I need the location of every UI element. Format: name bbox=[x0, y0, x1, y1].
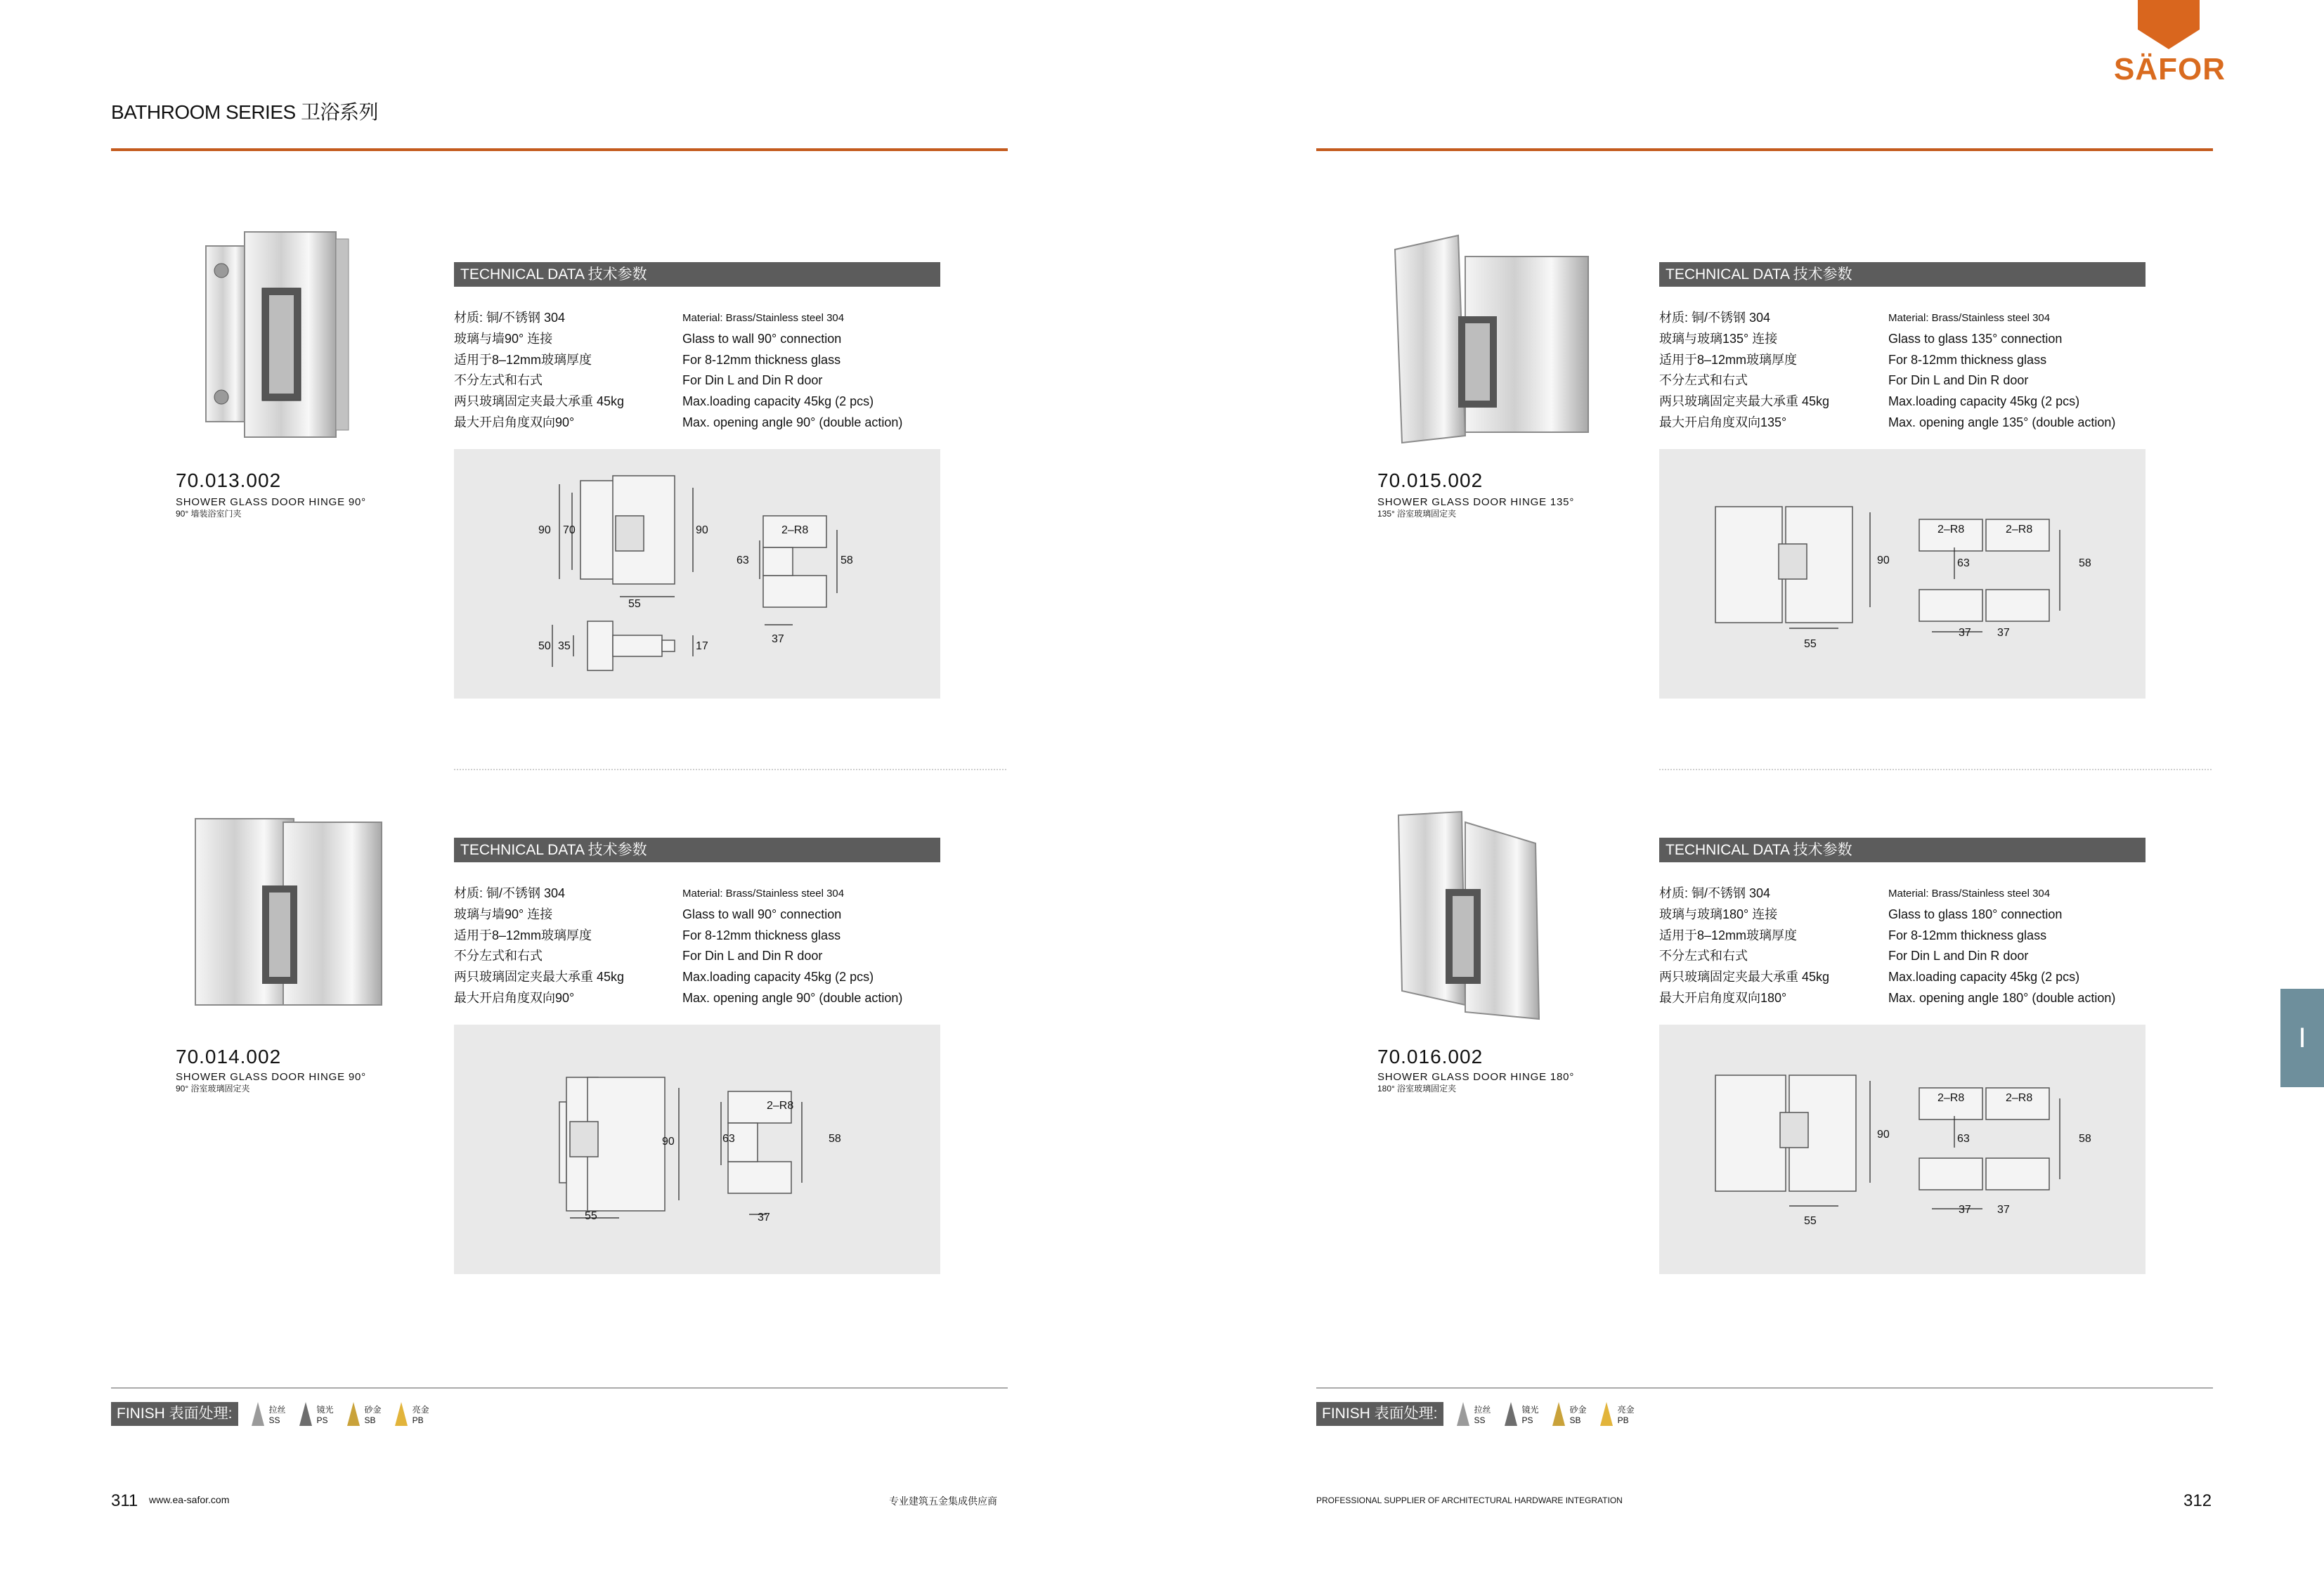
finish-cn: 砂金 bbox=[364, 1404, 382, 1415]
spec-cn-line: 玻璃与墙90° 连接 bbox=[454, 331, 553, 346]
spec-en bbox=[682, 883, 902, 1009]
spec-en bbox=[1888, 883, 2115, 1009]
spec-en-line: Max. opening angle 90° (double action) bbox=[682, 415, 903, 429]
dimension-label: 55 bbox=[628, 598, 641, 610]
finish-label: FINISH 表面处理: bbox=[1316, 1402, 1443, 1426]
spec-cn-line: 两只玻璃固定夹最大承重 45kg bbox=[1659, 970, 1830, 985]
dimension-label: 55 bbox=[585, 1210, 597, 1222]
dimension-label: 17 bbox=[696, 640, 708, 652]
dimension-label: 70 bbox=[563, 524, 576, 536]
finish-code: SB bbox=[1569, 1415, 1581, 1425]
finish-swatch-icon bbox=[1599, 1401, 1614, 1427]
hinge-180-image bbox=[1388, 801, 1599, 1033]
page-number-right: 312 bbox=[2183, 1491, 2212, 1510]
finish-item-ss bbox=[1456, 1401, 1491, 1427]
technical-drawing bbox=[454, 1025, 940, 1274]
finish-swatch-icon bbox=[299, 1401, 313, 1427]
finish-swatch-icon bbox=[1552, 1401, 1566, 1427]
dimension-label: 58 bbox=[2079, 557, 2091, 569]
finish-item-sb bbox=[346, 1401, 382, 1427]
spec-cn-line: 适用于8–12mm玻璃厚度 bbox=[1659, 928, 1798, 942]
spec-cn-line: 不分左式和右式 bbox=[454, 949, 543, 963]
hinge-90-glass-image bbox=[178, 801, 389, 1033]
product-name-cn: 90° 浴室玻璃固定夹 bbox=[176, 1084, 250, 1093]
dimension-label: 58 bbox=[829, 1133, 841, 1145]
spec-en-line: Material: Brass/Stainless steel 304 bbox=[682, 888, 845, 900]
product-name-en: SHOWER GLASS DOOR HINGE 90° bbox=[176, 496, 366, 508]
dimension-label: 58 bbox=[2079, 1133, 2091, 1145]
finish-swatch-icon bbox=[394, 1401, 408, 1427]
spec-cn-line: 适用于8–12mm玻璃厚度 bbox=[1659, 352, 1798, 367]
spec-cn-line: 玻璃与玻璃135° 连接 bbox=[1659, 331, 1778, 346]
technical-drawing bbox=[454, 449, 940, 699]
spec-cn-line: 材质: 铜/不锈钢 304 bbox=[454, 311, 566, 325]
dimension-label: 58 bbox=[840, 554, 853, 566]
finish-swatch-icon bbox=[1456, 1401, 1470, 1427]
page-number-left: 311 bbox=[111, 1491, 138, 1510]
spec-cn-line: 玻璃与玻璃180° 连接 bbox=[1659, 907, 1778, 921]
finish-row-right bbox=[1316, 1401, 1635, 1427]
finish-cn: 拉丝 bbox=[268, 1404, 286, 1415]
hinge-135-image bbox=[1388, 232, 1599, 464]
finish-label: FINISH 表面处理: bbox=[111, 1402, 238, 1426]
spec-cn-line: 材质: 铜/不锈钢 304 bbox=[454, 886, 566, 900]
footer-rule-left bbox=[111, 1387, 1008, 1389]
technical-data-header: TECHNICAL DATA 技术参数 bbox=[454, 838, 940, 862]
separator-dotted bbox=[454, 769, 1006, 770]
dimension-label: 37 bbox=[758, 1212, 770, 1224]
header-rule-right bbox=[1316, 148, 2213, 151]
spec-cn-line: 两只玻璃固定夹最大承重 45kg bbox=[454, 970, 625, 985]
spec-en bbox=[1888, 308, 2115, 434]
spec-cn-line: 适用于8–12mm玻璃厚度 bbox=[454, 352, 592, 367]
spec-cn-line: 不分左式和右式 bbox=[454, 373, 543, 388]
finish-code: PB bbox=[1617, 1415, 1629, 1425]
hinge-90-wall-image bbox=[178, 218, 389, 450]
spec-en-line: Max.loading capacity 45kg (2 pcs) bbox=[1888, 970, 2080, 985]
product-code: 70.015.002 bbox=[1377, 469, 1484, 491]
spec-en-line: Material: Brass/Stainless steel 304 bbox=[682, 312, 845, 324]
technical-data-header: TECHNICAL DATA 技术参数 bbox=[1659, 262, 2146, 287]
separator-dotted bbox=[1659, 769, 2212, 770]
footer-slogan-cn: 专业建筑五金集成供应商 bbox=[889, 1495, 997, 1507]
website-link[interactable]: www.ea-safor.com bbox=[149, 1494, 230, 1505]
spec-en-line: For 8-12mm thickness glass bbox=[1888, 928, 2047, 942]
dimension-label: 37 bbox=[1959, 627, 1971, 639]
dimension-label: 2–R8 bbox=[781, 524, 809, 536]
spec-en-line: Material: Brass/Stainless steel 304 bbox=[1888, 888, 2051, 900]
spec-cn-line: 最大开启角度双向90° bbox=[454, 990, 575, 1005]
header-rule-left bbox=[111, 148, 1008, 151]
brand-logo: SÄFOR bbox=[2114, 52, 2226, 86]
spec-en-line: For 8-12mm thickness glass bbox=[1888, 352, 2047, 367]
dimension-label: 63 bbox=[1957, 1133, 1970, 1145]
spec-cn bbox=[454, 883, 624, 1009]
dimension-label: 37 bbox=[1997, 627, 2010, 639]
finish-code: PS bbox=[316, 1415, 328, 1425]
finish-cn: 镜光 bbox=[1521, 1404, 1539, 1415]
finish-code: PB bbox=[412, 1415, 424, 1425]
technical-data-header: TECHNICAL DATA 技术参数 bbox=[1659, 838, 2146, 862]
finish-swatch-icon bbox=[346, 1401, 361, 1427]
section-tab[interactable]: I bbox=[2280, 989, 2324, 1087]
finish-cn: 亮金 bbox=[412, 1404, 429, 1415]
technical-drawing bbox=[1659, 449, 2146, 699]
dimension-label: 37 bbox=[1959, 1204, 1971, 1216]
finish-cn: 镜光 bbox=[316, 1404, 334, 1415]
spec-en-line: For Din L and Din R door bbox=[1888, 949, 2029, 963]
spec-en-line: Glass to wall 90° connection bbox=[682, 907, 842, 921]
finish-code: SS bbox=[1474, 1415, 1486, 1425]
finish-item-ps bbox=[299, 1401, 334, 1427]
finish-cn: 亮金 bbox=[1617, 1404, 1635, 1415]
spec-en-line: Max. opening angle 135° (double action) bbox=[1888, 415, 2116, 429]
dimension-label: 2–R8 bbox=[2006, 1092, 2033, 1104]
spec-en-line: For Din L and Din R door bbox=[682, 949, 823, 963]
dimension-label: 90 bbox=[538, 524, 551, 536]
dimension-label: 90 bbox=[1877, 1129, 1890, 1141]
dimension-label: 90 bbox=[662, 1136, 675, 1148]
finish-swatch-icon bbox=[1504, 1401, 1518, 1427]
finish-item-ps bbox=[1504, 1401, 1539, 1427]
logo-badge-icon bbox=[2138, 0, 2200, 49]
spec-en-line: For 8-12mm thickness glass bbox=[682, 352, 841, 367]
spec-en-line: Glass to glass 135° connection bbox=[1888, 331, 2063, 346]
product-name-en: SHOWER GLASS DOOR HINGE 180° bbox=[1377, 1071, 1575, 1083]
product-name-cn: 180° 浴室玻璃固定夹 bbox=[1377, 1084, 1457, 1093]
finish-code: SS bbox=[268, 1415, 280, 1425]
spec-en-line: Max.loading capacity 45kg (2 pcs) bbox=[682, 394, 874, 409]
spec-cn-line: 两只玻璃固定夹最大承重 45kg bbox=[454, 394, 625, 409]
product-name-cn: 135° 浴室玻璃固定夹 bbox=[1377, 509, 1457, 519]
spec-cn bbox=[454, 308, 624, 434]
dimension-label: 63 bbox=[722, 1133, 735, 1145]
dimension-label: 55 bbox=[1804, 1215, 1817, 1227]
finish-item-pb bbox=[394, 1401, 429, 1427]
spec-cn-line: 最大开启角度双向135° bbox=[1659, 415, 1787, 429]
dimension-label: 90 bbox=[1877, 554, 1890, 566]
spec-cn-line: 最大开启角度双向90° bbox=[454, 415, 575, 429]
spec-en-line: Glass to glass 180° connection bbox=[1888, 907, 2063, 921]
dimension-label: 37 bbox=[772, 633, 784, 645]
spec-cn bbox=[1659, 308, 1829, 434]
spec-en-line: Max. opening angle 180° (double action) bbox=[1888, 990, 2116, 1005]
spec-en-line: Max.loading capacity 45kg (2 pcs) bbox=[682, 970, 874, 985]
spec-en-line: For 8-12mm thickness glass bbox=[682, 928, 841, 942]
spec-cn-line: 材质: 铜/不锈钢 304 bbox=[1659, 886, 1771, 900]
spec-cn-line: 玻璃与墙90° 连接 bbox=[454, 907, 553, 921]
finish-item-pb bbox=[1599, 1401, 1635, 1427]
finish-item-ss bbox=[251, 1401, 286, 1427]
footer-slogan-en: PROFESSIONAL SUPPLIER OF ARCHITECTURAL HARDWARE INTEGRATION bbox=[1316, 1495, 1623, 1505]
finish-code: SB bbox=[364, 1415, 376, 1425]
dimension-label: 55 bbox=[1804, 638, 1817, 650]
dimension-label: 50 bbox=[538, 640, 551, 652]
dimension-label: 2–R8 bbox=[767, 1100, 794, 1112]
dimension-label: 35 bbox=[558, 640, 571, 652]
spec-cn-line: 适用于8–12mm玻璃厚度 bbox=[454, 928, 592, 942]
spec-en-line: Max. opening angle 90° (double action) bbox=[682, 990, 903, 1005]
footer-rule-right bbox=[1316, 1387, 2213, 1389]
technical-drawing bbox=[1659, 1025, 2146, 1274]
dimension-label: 2–R8 bbox=[1937, 1092, 1965, 1104]
product-name-cn: 90° 墙装浴室门夹 bbox=[176, 509, 242, 519]
dimension-label: 37 bbox=[1997, 1204, 2010, 1216]
finish-code: PS bbox=[1521, 1415, 1533, 1425]
spec-en bbox=[682, 308, 902, 434]
product-code: 70.014.002 bbox=[176, 1046, 282, 1067]
dimension-label: 63 bbox=[1957, 557, 1970, 569]
dimension-label: 2–R8 bbox=[2006, 524, 2033, 536]
spec-en-line: For Din L and Din R door bbox=[682, 373, 823, 388]
finish-item-sb bbox=[1552, 1401, 1587, 1427]
product-name-en: SHOWER GLASS DOOR HINGE 90° bbox=[176, 1071, 366, 1083]
finish-swatch-icon bbox=[251, 1401, 265, 1427]
technical-data-header: TECHNICAL DATA 技术参数 bbox=[454, 262, 940, 287]
finish-row-left bbox=[111, 1401, 429, 1427]
product-name-en: SHOWER GLASS DOOR HINGE 135° bbox=[1377, 496, 1575, 508]
dimension-label: 63 bbox=[736, 554, 749, 566]
spec-cn-line: 不分左式和右式 bbox=[1659, 373, 1748, 388]
finish-cn: 砂金 bbox=[1569, 1404, 1587, 1415]
dimension-label: 2–R8 bbox=[1937, 524, 1965, 536]
spec-en-line: Material: Brass/Stainless steel 304 bbox=[1888, 312, 2051, 324]
dimension-label: 90 bbox=[696, 524, 708, 536]
spec-cn-line: 两只玻璃固定夹最大承重 45kg bbox=[1659, 394, 1830, 409]
series-title: BATHROOM SERIES 卫浴系列 bbox=[111, 101, 378, 123]
spec-en-line: For Din L and Din R door bbox=[1888, 373, 2029, 388]
spec-cn bbox=[1659, 883, 1829, 1009]
spec-en-line: Glass to wall 90° connection bbox=[682, 331, 842, 346]
product-code: 70.016.002 bbox=[1377, 1046, 1484, 1067]
spec-cn-line: 材质: 铜/不锈钢 304 bbox=[1659, 311, 1771, 325]
spec-cn-line: 最大开启角度双向180° bbox=[1659, 990, 1787, 1005]
finish-cn: 拉丝 bbox=[1474, 1404, 1491, 1415]
spec-cn-line: 不分左式和右式 bbox=[1659, 949, 1748, 963]
product-code: 70.013.002 bbox=[176, 469, 282, 491]
spec-en-line: Max.loading capacity 45kg (2 pcs) bbox=[1888, 394, 2080, 409]
